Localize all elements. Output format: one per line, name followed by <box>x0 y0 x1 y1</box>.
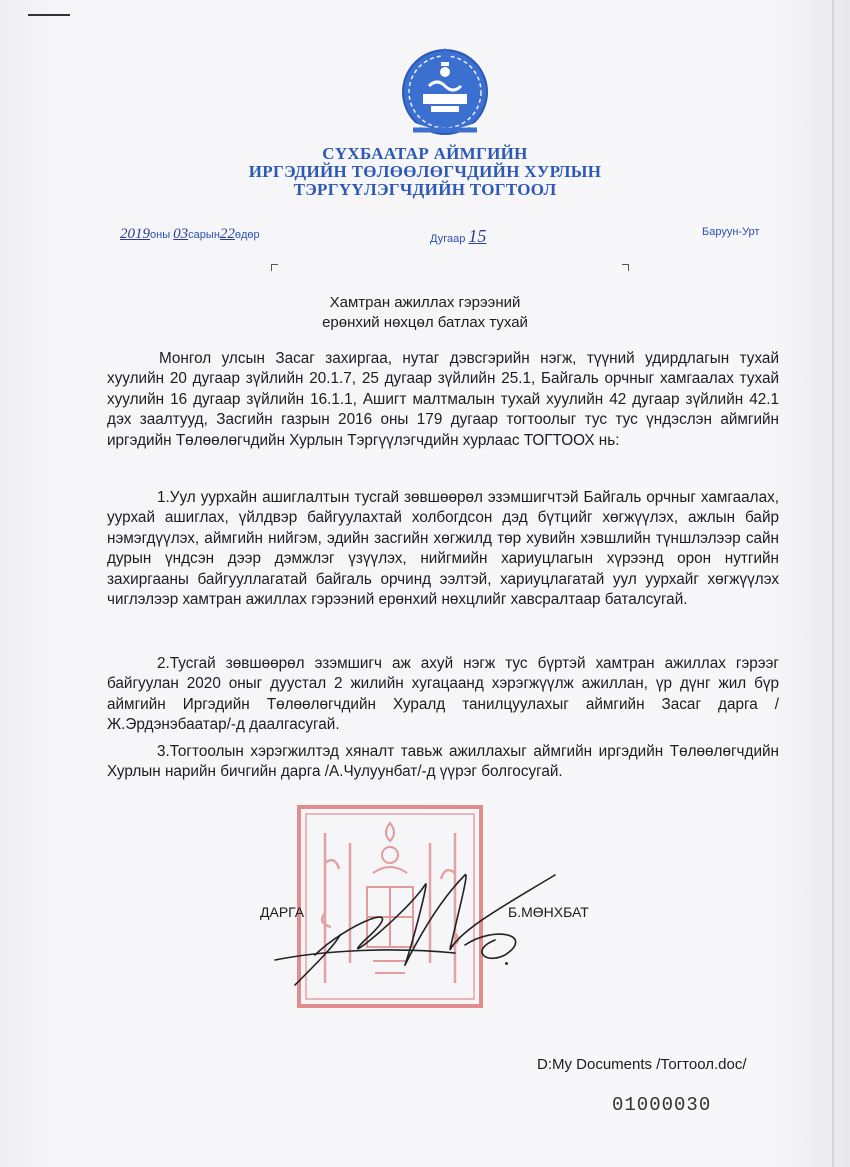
date-day-suffix: өдөр <box>234 229 260 241</box>
date-year: 2019 <box>120 226 150 242</box>
place: Баруун-Урт <box>702 226 760 238</box>
document-title-line-2: ерөнхий нөхцөл батлах тухай <box>322 314 528 331</box>
signature-dot <box>505 962 508 965</box>
corner-mark-right <box>622 264 629 271</box>
top-mark <box>28 14 70 16</box>
corner-mark-left <box>271 264 278 271</box>
date-day: 22 <box>219 226 235 242</box>
header-line-2: ИРГЭДИЙН ТӨЛӨӨЛӨГЧДИЙН ХУРЛЫН <box>248 162 602 181</box>
date-year-suffix: оны <box>150 229 171 241</box>
document-title-line-1: Хамтран ажиллах гэрээний <box>329 294 521 311</box>
date-line <box>120 226 260 243</box>
date-month: 03 <box>173 226 189 242</box>
number-line <box>430 226 486 247</box>
document-number: 15 <box>468 226 487 246</box>
clause-1: 1.Уул уурхайн ашиглалтын тусгай зөвшөөрөл эзэмшигчтэй Байгаль орчныг хамгаалах, уурхай ашиглах, үйлдвэр байгуулахтай холбогдсон дэд бүтцийг хөгжүүлэх, ажлын байр нэмэгдүүлэх, аймгийн нийгэм, эдийн засгийн хөгжилд төр хувийн хэвшлийн түншлэлээр сайн дурын үндсэн дээр дэмжлэг үзүүлэх, нийгмийн хариуцлагын хүрээнд орон нутгийн захиргааны байгууллагатай байгаль орчинд ээлтэй, хариуцлагатай уул уурхайг хөгжүүлэх чиглэлээр хамтран ажиллах гэрээний ерөнхий нөхцлийг хавсралтаар баталсугай. <box>107 489 779 609</box>
header-line-1: СҮХБААТАР АЙМГИЙН <box>322 144 528 163</box>
state-emblem-icon <box>395 40 495 140</box>
file-path: D:My Documents /Тогтоол.doc/ <box>537 1056 747 1073</box>
number-label: Дугаар <box>430 233 466 245</box>
signatory-role: ДАРГА <box>260 904 305 920</box>
serial-number: 01000030 <box>612 1094 712 1116</box>
clause-2: 2.Тусгай зөвшөөрөл эзэмшигч аж ахуй нэгж тус бүртэй хамтран ажиллах гэрээг байгуулан 2020 оныг дуустал 2 жилийн хугацаанд хэрэгжүүлж ажиллан, үр дүнг жил бүр аймгийн Иргэдийн Төлөөлөгчдийн Хуралд танилцуулахыг аймгийн Засаг дарга /Ж.Эрдэнэбаатар/-д даалгасугай. <box>107 655 779 734</box>
signature-handwritten <box>255 855 585 1005</box>
signatory-name: Б.МӨНХБАТ <box>508 904 589 920</box>
preamble-paragraph: Монгол улсын Засаг захиргаа, нутаг дэвсгэрийн нэгж, түүний удирдлагын тухай хуулийн 20 дугаар зүйлийн 20.1.7, 25 дугаар зүйлийн 25.1, Байгаль орчныг хамгаалах тухай хуулийн 16 дугаар зүйлийн 16.1.1, Ашигт малтмалын тухай хуулийн 42 дугаар зүйлийн 42.1 дэх заалтууд, Засгийн газрын 2016 оны 179 дугаар тогтоолыг тус тус үндэслэн аймгийн иргэдийн Төлөөлөгчдийн Хурлын Тэргүүлэгчдийн хурлаас ТОГТООХ нь: <box>107 350 779 449</box>
header-line-3: ТЭРГҮҮЛЭГЧДИЙН ТОГТООЛ <box>293 180 557 199</box>
date-month-suffix: сарын <box>188 229 220 241</box>
clause-3: 3.Тогтоолын хэрэгжилтэд хяналт тавьж ажиллахыг аймгийн иргэдийн Төлөөлөгчдийн Хурлын нарийн бичгийн дарга /А.Чулуунбат/-д үүрэг болгосугай. <box>107 743 779 781</box>
